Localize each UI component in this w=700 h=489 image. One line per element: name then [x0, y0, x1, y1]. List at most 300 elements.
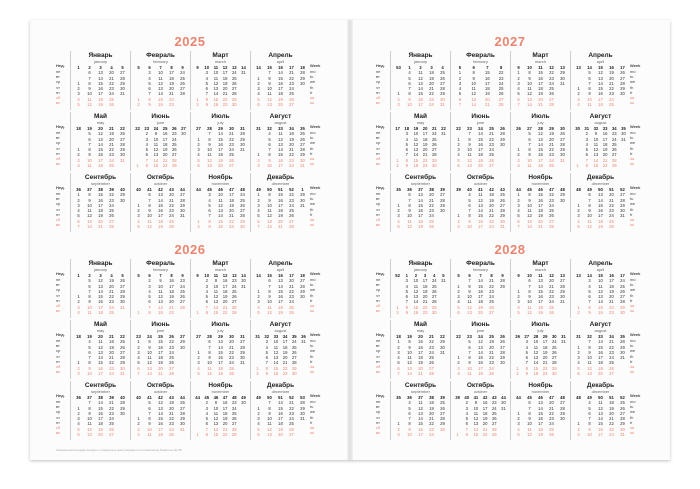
- day-cell: 16: [158, 102, 163, 108]
- day-cell: 20: [478, 163, 483, 169]
- day-cell: 19: [169, 400, 174, 406]
- day-cell: 30: [120, 152, 125, 158]
- day-cell: 18: [98, 163, 103, 169]
- day-cell: 21: [109, 141, 114, 147]
- day-cell: 7: [585, 157, 588, 163]
- week-number: 26: [169, 334, 174, 339]
- weekday-label: we: [310, 287, 316, 293]
- day-cell: 13: [273, 355, 279, 361]
- day-cell: 31: [300, 416, 305, 422]
- week-number: 18: [300, 273, 305, 278]
- day-cell: 8: [88, 147, 91, 153]
- day-cell: 27: [549, 218, 554, 224]
- day-cell: 7: [208, 344, 211, 350]
- day-cell: 5: [205, 416, 208, 422]
- day-cell: 3: [257, 299, 260, 305]
- day-cell: 28: [620, 416, 625, 422]
- day-cell: 13: [278, 278, 283, 284]
- day-cell: 23: [549, 197, 554, 203]
- day-cell: 24: [491, 405, 497, 411]
- day-cell: 2: [397, 96, 400, 102]
- day-cell: 24: [109, 371, 114, 377]
- day-cell: 6: [468, 344, 471, 350]
- weekday-label: su: [630, 100, 635, 106]
- weekday-label: чт: [56, 353, 60, 359]
- weekday-label: we: [630, 409, 636, 415]
- day-cell: 7: [88, 400, 91, 406]
- weekday-label: Нед.: [56, 332, 65, 337]
- day-cell: 19: [549, 131, 554, 137]
- day-cell: 15: [213, 310, 219, 316]
- day-cell: 23: [109, 152, 114, 158]
- week-number: 25: [158, 334, 163, 339]
- weekday-label: mo: [630, 69, 636, 74]
- day-cell: 14: [278, 70, 283, 76]
- day-cell: 16: [278, 80, 283, 86]
- day-cell: 27: [620, 192, 625, 198]
- day-cell: 19: [222, 294, 228, 300]
- day-cell: [117, 163, 128, 168]
- day-cell: 17: [418, 432, 423, 438]
- day-cell: 22: [169, 339, 174, 345]
- day-cell: 16: [413, 310, 419, 316]
- day-cell: 9: [528, 294, 531, 300]
- weekday-label: вс: [376, 430, 381, 436]
- day-cell: 11: [87, 310, 92, 316]
- day-cell: 29: [240, 136, 245, 142]
- day-cell: [617, 371, 628, 376]
- month-name-ru: Апрель: [268, 52, 293, 59]
- week-number: 26: [500, 334, 505, 339]
- weekday-label: su: [630, 430, 635, 436]
- month-name-ru: Март: [212, 260, 229, 267]
- day-cell: 27: [240, 208, 245, 214]
- week-number: 15: [598, 273, 603, 278]
- day-cell: 29: [240, 218, 245, 224]
- week-number: 17: [620, 273, 625, 278]
- day-cell: 5: [205, 80, 208, 86]
- week-number: 13: [231, 65, 237, 70]
- day-cell: 7: [468, 278, 471, 284]
- day-cell: 12: [538, 131, 543, 137]
- day-cell: 18: [538, 426, 543, 432]
- day-cell: 17: [538, 421, 543, 427]
- day-cell: [497, 310, 508, 315]
- day-cell: 12: [593, 147, 599, 153]
- day-cell: 8: [148, 339, 151, 345]
- month-april: [250, 259, 310, 318]
- day-cell: 11: [207, 365, 212, 371]
- week-number: 14: [256, 65, 261, 70]
- week-number: 35: [396, 187, 401, 192]
- day-cell: 25: [291, 344, 297, 350]
- month-name-en: september: [411, 181, 430, 186]
- day-cell: 14: [418, 416, 423, 422]
- day-row: [513, 310, 568, 315]
- day-cell: 1: [577, 86, 580, 92]
- week-number: 27: [196, 334, 201, 339]
- day-cell: 24: [109, 157, 114, 163]
- weekday-column-en: [630, 319, 644, 380]
- weekday-label: пт: [56, 358, 60, 364]
- week-number: 14: [241, 273, 246, 278]
- day-cell: 5: [588, 405, 591, 411]
- weekday-label: вт: [56, 343, 60, 349]
- day-cell: 12: [98, 131, 103, 137]
- day-cell: 17: [598, 355, 603, 361]
- day-cell: 30: [180, 421, 185, 427]
- day-cell: 2: [137, 102, 140, 108]
- day-cell: 7: [405, 299, 408, 305]
- day-cell: 24: [609, 213, 614, 219]
- day-cell: 26: [289, 96, 294, 102]
- day-cell: 7: [588, 80, 591, 86]
- day-cell: 1: [137, 310, 140, 316]
- day-cell: 15: [418, 421, 423, 427]
- day-cell: 13: [598, 75, 603, 81]
- week-number: 18: [76, 334, 81, 339]
- day-cell: 15: [218, 349, 223, 355]
- weekday-label: вт: [376, 135, 380, 141]
- day-cell: 21: [222, 426, 228, 432]
- day-cell: 11: [407, 218, 412, 224]
- day-cell: 29: [500, 213, 505, 219]
- week-number: 5: [121, 273, 124, 278]
- month-name-en: october: [153, 181, 168, 186]
- weekday-label: пн: [56, 338, 61, 343]
- day-cell: 24: [289, 202, 294, 208]
- weekday-label: th: [630, 353, 634, 359]
- day-cell: 20: [98, 432, 103, 438]
- day-cell: 23: [429, 96, 434, 102]
- day-cell: 9: [265, 371, 268, 377]
- month-name-ru: Март: [532, 260, 549, 267]
- day-cell: 4: [268, 131, 271, 137]
- day-cell: 18: [482, 410, 488, 416]
- day-cell: 29: [180, 416, 185, 422]
- day-cell: 15: [538, 410, 543, 416]
- day-cell: 26: [620, 288, 625, 294]
- day-cell: 26: [620, 405, 625, 411]
- day-cell: 20: [429, 80, 434, 86]
- week-number: 29: [218, 126, 223, 131]
- day-row: [573, 371, 628, 376]
- week-number: 40: [120, 395, 125, 400]
- day-cell: 24: [429, 102, 434, 108]
- day-cell: 19: [282, 349, 288, 355]
- weekday-label: пт: [56, 211, 60, 217]
- day-cell: 10: [267, 163, 272, 169]
- day-cell: [177, 432, 188, 437]
- day-cell: 10: [207, 360, 212, 366]
- day-cell: 11: [413, 136, 419, 142]
- day-cell: 14: [273, 360, 279, 366]
- day-cell: 17: [478, 224, 483, 230]
- day-cell: 25: [549, 426, 554, 432]
- month-name-en: september: [411, 389, 430, 394]
- day-cell: 13: [158, 299, 163, 305]
- day-cell: 12: [87, 426, 92, 432]
- weekday-label: we: [630, 140, 636, 146]
- day-cell: [559, 371, 568, 376]
- day-cell: 15: [98, 405, 103, 411]
- day-cell: 21: [609, 80, 614, 86]
- day-cell: 7: [268, 283, 271, 289]
- day-cell: 12: [413, 141, 419, 147]
- day-cell: 17: [158, 426, 163, 432]
- day-cell: 8: [588, 202, 591, 208]
- week-number: 21: [109, 334, 114, 339]
- day-cell: 18: [598, 102, 603, 108]
- day-cell: 19: [222, 80, 228, 86]
- day-cell: 1: [77, 294, 80, 300]
- weekday-label: tu: [310, 343, 314, 349]
- week-number: 12: [222, 273, 228, 278]
- day-cell: 3: [577, 355, 580, 361]
- day-cell: 14: [98, 288, 103, 294]
- day-cell: 21: [422, 299, 428, 305]
- week-number: 48: [576, 187, 581, 192]
- quarter-row: [376, 50, 644, 111]
- day-cell: 12: [478, 339, 483, 345]
- week-number: 34: [611, 126, 617, 131]
- day-cell: 12: [407, 224, 412, 230]
- day-cell: 22: [482, 432, 488, 438]
- day-cell: 7: [465, 426, 468, 432]
- day-cell: 30: [500, 360, 505, 366]
- day-cell: 1: [517, 288, 520, 294]
- day-cell: 11: [418, 70, 423, 76]
- day-cell: 31: [440, 349, 445, 355]
- week-number: 20: [422, 126, 428, 131]
- day-cell: 4: [197, 365, 200, 371]
- day-cell: 23: [609, 208, 614, 214]
- day-cell: 3: [257, 86, 260, 92]
- day-cell: 5: [257, 426, 260, 432]
- day-cell: 14: [533, 360, 539, 366]
- day-cell: 16: [602, 131, 608, 137]
- day-cell: 21: [169, 91, 174, 97]
- day-cell: 8: [145, 163, 148, 169]
- day-cell: 16: [413, 163, 419, 169]
- week-number: 32: [264, 334, 270, 339]
- day-cell: 2: [77, 197, 80, 203]
- week-number: 44: [501, 395, 506, 400]
- day-cell: 23: [429, 344, 434, 350]
- week-number: 48: [240, 187, 245, 192]
- weekday-label: mo: [630, 338, 636, 343]
- day-cell: 11: [527, 208, 532, 214]
- week-number: 2: [88, 65, 91, 70]
- day-cell: [117, 224, 128, 229]
- day-cell: 5: [145, 147, 148, 153]
- week-number: 18: [404, 126, 410, 131]
- day-row: [73, 432, 128, 437]
- day-cell: 13: [213, 421, 219, 427]
- day-cell: 1: [257, 75, 260, 81]
- day-cell: 14: [98, 400, 103, 406]
- day-cell: 2: [465, 400, 468, 406]
- day-cell: 5: [397, 360, 400, 366]
- day-cell: 1: [136, 163, 139, 169]
- day-cell: 21: [158, 371, 163, 377]
- day-cell: 16: [273, 371, 279, 377]
- month-january: [70, 259, 130, 318]
- month-name-ru: Декабрь: [586, 174, 615, 181]
- day-cell: 30: [440, 208, 445, 214]
- month-name-en: march: [214, 267, 227, 272]
- day-cell: 6: [268, 141, 271, 147]
- day-row: [573, 432, 628, 437]
- day-cell: 14: [473, 426, 479, 432]
- day-cell: 29: [440, 91, 445, 97]
- day-cell: 28: [440, 416, 445, 422]
- day-cell: 31: [501, 405, 506, 411]
- day-cell: 16: [222, 278, 228, 284]
- week-number: 7: [159, 65, 162, 70]
- week-number: 44: [180, 187, 185, 192]
- day-row: [253, 432, 308, 437]
- day-cell: 14: [418, 197, 423, 203]
- day-cell: 1: [396, 157, 399, 163]
- month-name-en: august: [594, 120, 607, 125]
- day-cell: 3: [405, 131, 408, 137]
- day-cell: 16: [98, 299, 103, 305]
- weekday-label: пн: [376, 277, 381, 282]
- day-cell: 21: [482, 426, 488, 432]
- day-cell: 30: [620, 208, 625, 214]
- day-cell: 17: [222, 70, 228, 76]
- day-cell: 1: [137, 96, 140, 102]
- day-cell: 31: [441, 131, 446, 137]
- day-cell: 19: [422, 288, 428, 294]
- weekday-label: вс: [56, 100, 61, 106]
- day-cell: 28: [620, 299, 625, 305]
- day-cell: 23: [171, 131, 177, 137]
- day-row: [73, 102, 128, 107]
- month-july: [190, 112, 250, 171]
- day-cell: 27: [609, 371, 614, 377]
- week-number: 14: [587, 273, 592, 278]
- day-cell: 25: [120, 339, 125, 345]
- year-title: 2025: [174, 34, 206, 49]
- day-cell: 8: [528, 147, 531, 153]
- day-cell: [117, 310, 128, 315]
- day-cell: 26: [120, 344, 125, 350]
- day-cell: 30: [440, 426, 445, 432]
- day-cell: 5: [148, 400, 151, 406]
- day-cell: 21: [489, 131, 494, 137]
- day-cell: 7: [145, 157, 148, 163]
- day-cell: 15: [98, 360, 103, 366]
- day-cell: 22: [602, 163, 608, 169]
- day-cell: 16: [538, 75, 543, 81]
- day-cell: 7: [517, 224, 520, 230]
- day-cell: 30: [501, 400, 506, 406]
- day-cell: 3: [458, 80, 462, 86]
- day-cell: 2: [205, 400, 208, 406]
- day-cell: [557, 432, 568, 437]
- month-name-ru: Июль: [531, 113, 550, 120]
- day-cell: 21: [549, 283, 554, 289]
- day-cell: 10: [267, 86, 272, 92]
- day-cell: 18: [158, 432, 163, 438]
- day-cell: 17: [538, 80, 543, 86]
- day-cell: 1: [397, 421, 400, 427]
- day-row: [193, 432, 248, 437]
- day-cell: 13: [538, 136, 543, 142]
- weekday-column-ru: [376, 172, 390, 233]
- month-october: [130, 173, 190, 232]
- weekday-label: вс: [56, 161, 61, 167]
- day-cell: 12: [527, 91, 532, 97]
- month-april: [570, 259, 630, 318]
- day-cell: 14: [418, 86, 423, 92]
- day-cell: 17: [418, 349, 423, 355]
- day-cell: 14: [98, 75, 103, 81]
- day-cell: 27: [231, 299, 237, 305]
- weekday-label: sa: [310, 156, 315, 162]
- day-cell: 1: [397, 339, 400, 345]
- week-number: 52: [289, 187, 294, 192]
- day-cell: 10: [87, 416, 92, 422]
- day-cell: 5: [77, 213, 80, 219]
- day-cell: 3: [405, 278, 408, 284]
- week-number: 31: [240, 126, 245, 131]
- day-cell: 9: [588, 310, 591, 316]
- day-cell: 11: [213, 75, 219, 81]
- day-cell: 7: [205, 426, 208, 432]
- day-cell: [237, 371, 248, 376]
- day-cell: 7: [588, 339, 591, 345]
- weekday-label: сб: [376, 217, 381, 223]
- week-number: 40: [467, 187, 472, 192]
- day-cell: 12: [413, 288, 419, 294]
- day-cell: 20: [222, 86, 228, 92]
- day-cell: 1: [396, 304, 399, 310]
- weekday-label: th: [310, 145, 314, 151]
- day-cell: 15: [598, 86, 603, 92]
- week-number: 48: [560, 395, 565, 400]
- day-cell: 1: [137, 339, 140, 345]
- week-number: 30: [575, 126, 580, 131]
- day-cell: 21: [609, 299, 614, 305]
- weekday-label: пт: [376, 358, 380, 364]
- day-cell: 21: [169, 410, 174, 416]
- day-cell: 18: [542, 344, 548, 350]
- day-cell: 3: [577, 432, 580, 438]
- day-cell: 31: [180, 213, 185, 219]
- day-cell: 3: [517, 202, 520, 208]
- day-cell: 8: [268, 192, 271, 198]
- day-cell: 16: [538, 152, 543, 158]
- day-cell: 16: [218, 141, 223, 147]
- day-cell: 1: [457, 283, 460, 289]
- week-number: 41: [478, 187, 483, 192]
- day-cell: 20: [98, 218, 103, 224]
- day-cell: 28: [551, 360, 557, 366]
- week-number: 24: [147, 334, 152, 339]
- day-cell: 9: [468, 141, 471, 147]
- week-number: 39: [440, 395, 445, 400]
- day-cell: 19: [278, 213, 283, 219]
- day-cell: 6: [465, 421, 468, 427]
- week-number: 22: [441, 126, 446, 131]
- year-block: [376, 242, 644, 441]
- day-cell: 6: [408, 192, 411, 198]
- day-cell: 9: [205, 102, 208, 108]
- day-cell: 30: [181, 131, 186, 137]
